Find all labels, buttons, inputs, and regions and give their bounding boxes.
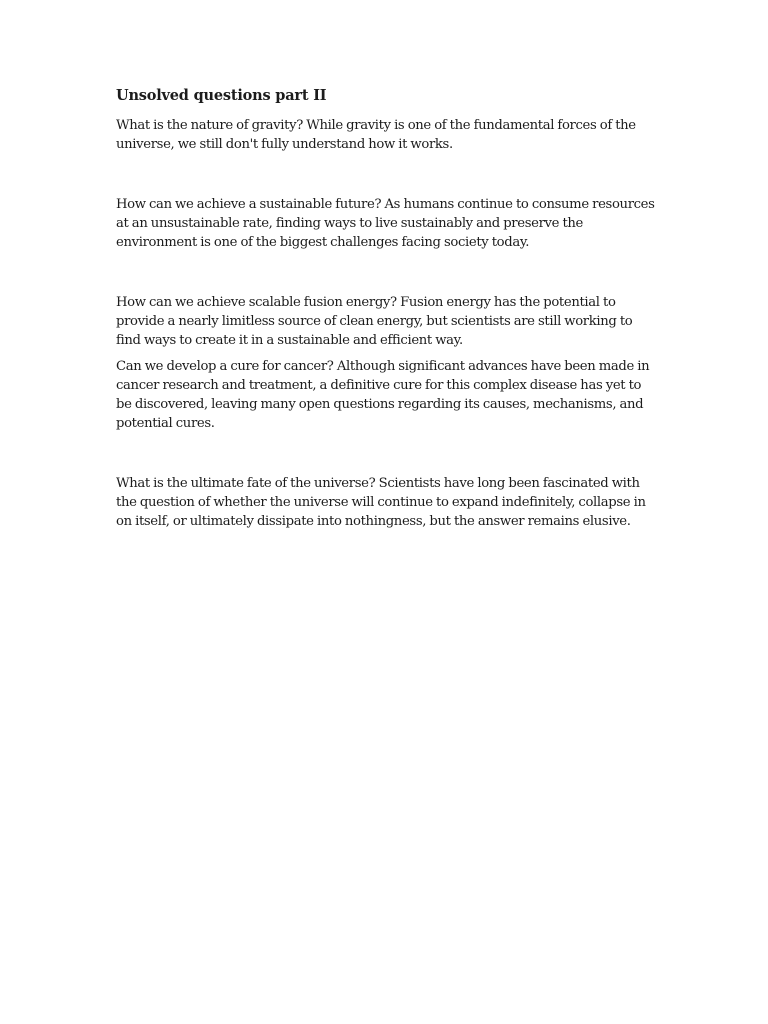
paragraph-fusion-energy: How can we achieve scalable fusion energy? Fusion energy has the potential to provide a nearly limitless source of clean energy, but scientists are still working to find ways to create it in a sustainable and efficient way. [116, 295, 633, 348]
document-body [116, 86, 656, 531]
paragraph-cancer-cure: Can we develop a cure for cancer? Although significant advances have been made in cancer research and treatment, a definitive cure for this complex disease has yet to be discovered, leaving many open questions regarding its causes, mechanisms, and potential cures. [116, 359, 650, 431]
paragraph-gravity: What is the nature of gravity? While gravity is one of the fundamental forces of the universe, we still don't fully understand how it works. [116, 118, 636, 152]
paragraph-sustainable-future: How can we achieve a sustainable future? As humans continue to consume resources at an unsustainable rate, finding ways to live sustainably and preserve the environment is one of the biggest challenges facing society today. [116, 197, 655, 250]
paragraph-fate-of-universe: What is the ultimate fate of the universe? Scientists have long been fascinated with the question of whether the universe will continue to expand indefinitely, collapse in on itself, or ultimately dissipate into nothingness, but the answer remains elusive. [116, 476, 646, 529]
document-title: Unsolved questions part II [116, 87, 327, 104]
